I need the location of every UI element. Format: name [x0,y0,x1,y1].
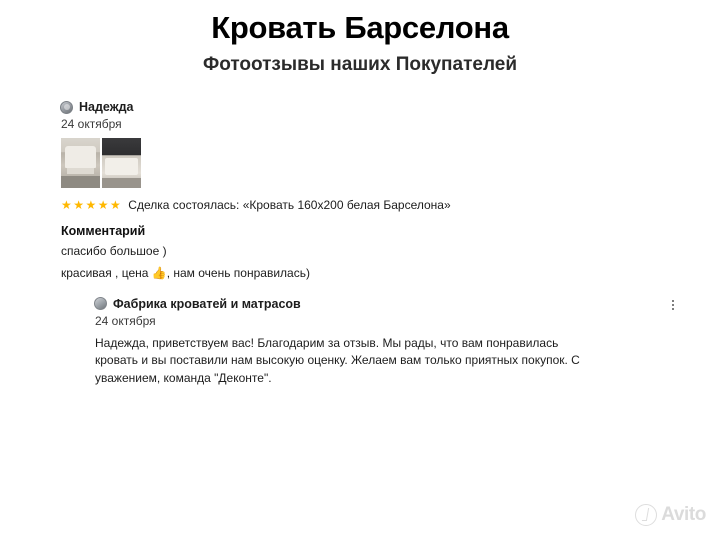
review-date: 24 октября [61,117,122,132]
reply-text: Надежда, приветствуем вас! Благодарим за отзыв. Мы рады, что вам понравилась кровать и вы поставили нам высокую оценку. Желаем вам только приятных покупок. С уважением, команда "Деконте". [95,335,580,385]
review-photos [61,138,680,188]
watermark [635,504,706,526]
review-author-row [60,100,680,114]
reply-date: 24 октября [95,313,156,328]
seller-reply-block [94,297,680,387]
page-header [0,0,720,76]
comment-line: спасибо большое ) [61,244,167,259]
reply-author-name[interactable]: Фабрика кроватей и матрасов [113,296,301,311]
review-deal-text: Сделка состоялась: «Кровать 160х200 белая Барселона» [128,198,451,213]
avito-logo-icon [635,504,657,526]
reply-author-row [94,297,660,311]
comment-label: Комментарий [61,224,146,239]
user-avatar-icon [60,101,73,114]
review-rating-row [61,198,680,212]
shop-avatar-icon [94,297,107,310]
page-title: Кровать Барселона [211,10,509,45]
star-icon: ★★★★★ [61,198,123,213]
comment-line: красивая , цена 👍, нам очень понравилась) [61,265,310,280]
review-photo-thumbnail[interactable] [61,138,100,188]
review-author-name[interactable]: Надежда [79,100,134,115]
review-block [0,100,720,387]
kebab-menu-icon[interactable] [666,297,680,313]
page-subtitle: Фотоотзывы наших Покупателей [202,53,518,75]
watermark-text: Avito [661,504,706,525]
review-photo-thumbnail[interactable] [102,138,141,188]
